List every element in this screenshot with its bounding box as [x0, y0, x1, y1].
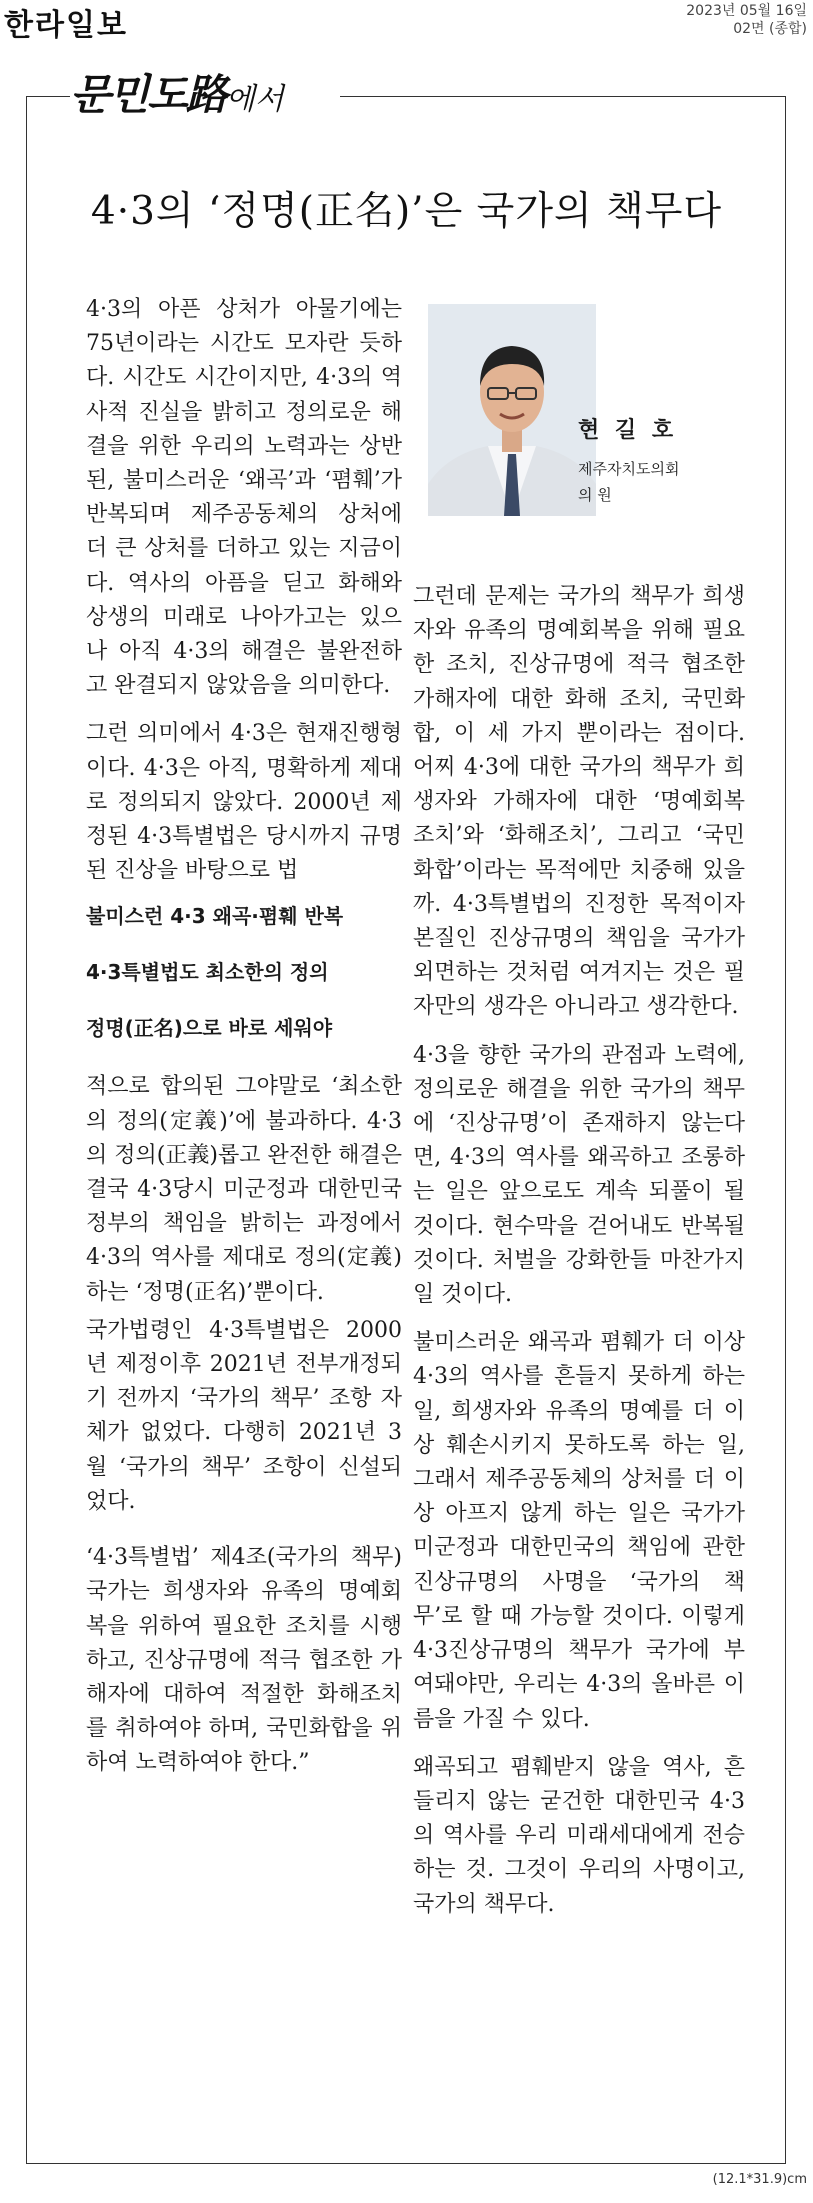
newspaper-masthead: 한라일보 [4, 8, 128, 43]
author-title-line: 제주자치도의회 [578, 460, 680, 478]
right-column [413, 580, 745, 1922]
subheadline: 정명(正名)으로 바로 세워야 [86, 1016, 333, 1041]
author-photo [428, 304, 596, 516]
page-section: 02면 (종합) [733, 21, 807, 37]
column-corner-logo [70, 62, 284, 122]
author-portrait-icon [428, 304, 596, 516]
frame-top-left [26, 96, 70, 97]
paragraph: 왜곡되고 폄훼받지 않을 역사, 흔들리지 않는 굳건한 대한민국 4·3의 역사를 우리 미래세대에게 전승하는 것. 그것이 우리의 사명이고, 국가의 책무다. [413, 1754, 745, 1917]
frame-top-right [340, 96, 786, 97]
left-column [86, 293, 402, 1781]
author-title [578, 456, 688, 508]
subheadline: 불미스런 4·3 왜곡·폄훼 반복 [86, 904, 344, 929]
dateline [686, 2, 807, 38]
paragraph: 그런 의미에서 4·3은 현재진행형이다. 4·3은 아직, 명확하게 제대로 정의되지 않았다. 2000년 제정된 4·3특별법은 당시까지 규명된 진상을 바탕으로 법 [86, 721, 402, 884]
author-title-line: 의 원 [578, 486, 612, 504]
paragraph: 불미스러운 왜곡과 폄훼가 더 이상 4·3의 역사를 흔들지 못하게 하는 일, 희생자와 유족의 명예를 더 이상 훼손시키지 못하도록 하는 일, 그래서 제주공동체의 상처를 더 이상 아프지 않게 하는 일은 국가가 미군정과 대한민국의 책임에 관한 진상규명의 사명을 ‘국가의 책무’로 할 때 가능할 것이다. 이렇게 4·3진상규명의 책무가 국가에 부여돼야만, 우리는 4·3의 올바른 이름을 가질 수 있다. [413, 1330, 745, 1732]
paragraph: 그런데 문제는 국가의 책무가 희생자와 유족의 명예회복을 위해 필요한 조치, 진상규명에 적극 협조한 가해자에 대한 화해 조치, 국민화합, 이 세 가지 뿐이라는 점이다. 어찌 4·3에 대한 국가의 책무가 희생자와 가해자에 대한 ‘명예회복 조치’와 ‘화해조치’, 그리고 ‘국민화합’이라는 목적에만 치중해 있을까. 4·3특별법의 진정한 목적이자 본질인 진상규명의 책임을 국가가 외면하는 것처럼 여겨지는 것은 필자만의 생각은 아니라고 생각한다. [413, 584, 745, 1020]
quote-paragraph: ‘4·3특별법’ 제4조(국가의 책무) 국가는 희생자와 유족의 명예회복을 위하여 필요한 조치를 시행하고, 진상규명에 적극 협조한 가해자에 대하여 적절한 화해조치를 취하여야 하며, 국민화합을 위하여 노력하여야 한다.” [86, 1545, 402, 1776]
corner-suffix: 에서 [225, 82, 284, 117]
article-size-note: (12.1*31.9)cm [712, 2172, 807, 2187]
publication-date: 2023년 05월 16일 [686, 3, 807, 19]
subheadline: 4·3특별법도 최소한의 정의 [86, 960, 329, 985]
article-headline: 4·3의 ‘정명(正名)’은 국가의 책무다 [90, 189, 723, 234]
corner-title: 문민도路 [70, 70, 226, 119]
author-name: 현 길 호 [578, 418, 678, 443]
paragraph: 4·3의 아픈 상처가 아물기에는 75년이라는 시간도 모자란 듯하다. 시간도 시간이지만, 4·3의 역사적 진실을 밝히고 정의로운 해결을 위한 우리의 노력과는 상반된, 불미스러운 ‘왜곡’과 ‘폄훼’가 반복되며 제주공동체의 상처에 더 큰 상처를 더하고 있는 지금이다. 역사의 아픔을 딛고 화해와 상생의 미래로 나아가고는 있으나 아직 4·3의 해결은 불완전하고 완결되지 않았음을 의미한다. [86, 297, 402, 699]
paragraph: 4·3을 향한 국가의 관점과 노력에, 정의로운 해결을 위한 국가의 책무에 ‘진상규명’이 존재하지 않는다면, 4·3의 역사를 왜곡하고 조롱하는 일은 앞으로도 계속 되풀이 될 것이다. 현수막을 걷어내도 반복될 것이다. 처벌을 강화한들 마찬가지일 것이다. [413, 1042, 745, 1308]
paragraph: 국가법령인 4·3특별법은 2000년 제정이후 2021년 전부개정되기 전까지 ‘국가의 책무’ 조항 자체가 없었다. 다행히 2021년 3월 ‘국가의 책무’ 조항이 신설되었다. [86, 1317, 402, 1514]
paragraph: 적으로 합의된 그야말로 ‘최소한의 정의(定義)’에 불과하다. 4·3의 정의(正義)롭고 완전한 해결은 결국 4·3당시 미군정과 대한민국 정부의 책임을 밝히는 과정에서 4·3의 역사를 제대로 정의(定義)하는 ‘정명(正名)’뿐이다. [86, 1074, 402, 1305]
